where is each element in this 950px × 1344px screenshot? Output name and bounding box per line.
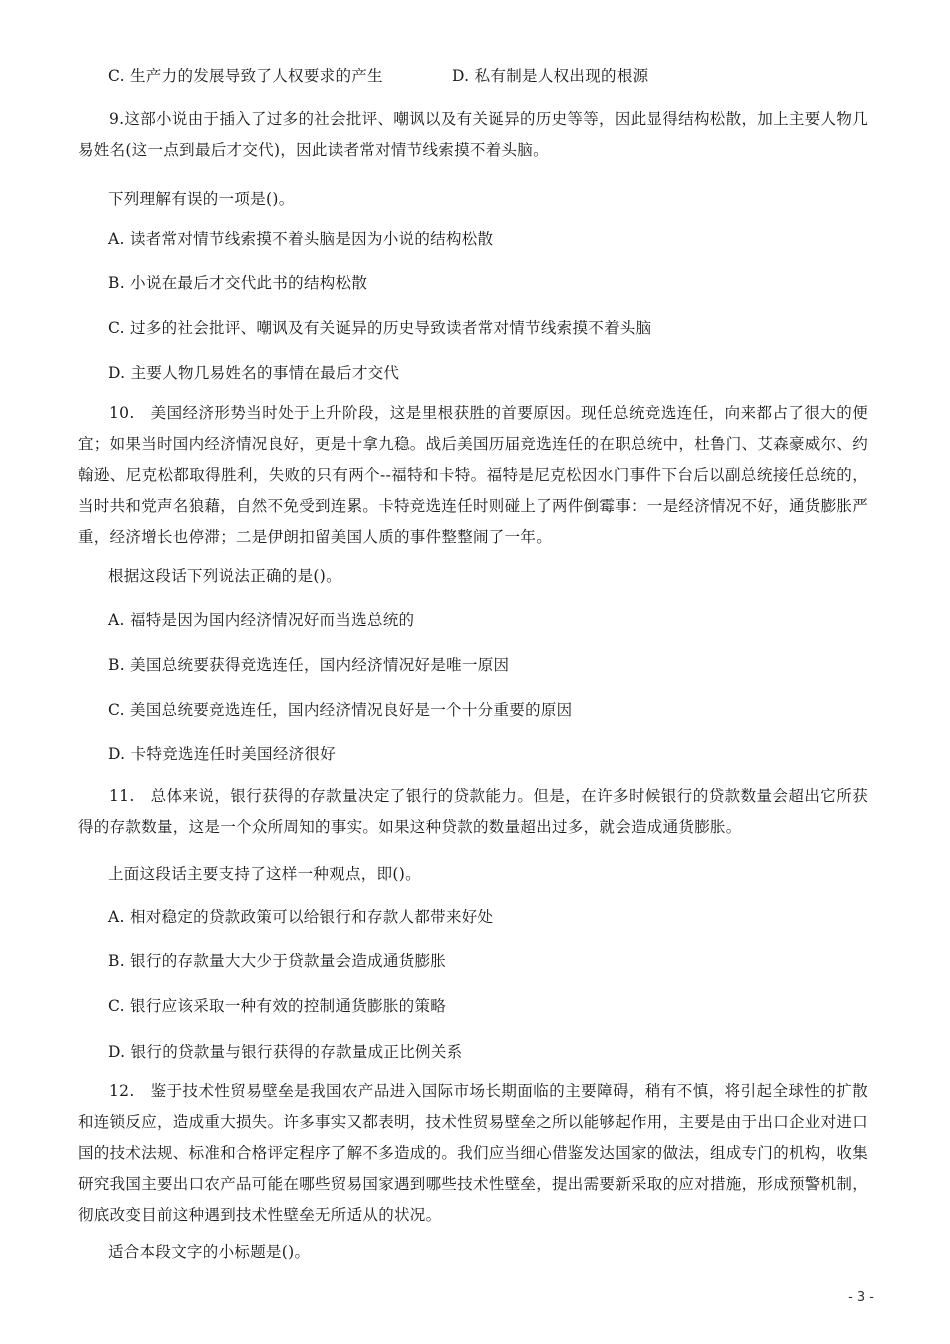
q11-prompt: 上面这段话主要支持了这样一种观点，即()。	[108, 865, 421, 883]
q9-option-c: C. 过多的社会批评、嘲讽及有关诞异的历史导致读者常对情节线索摸不着头脑	[108, 319, 652, 337]
q11-passage: 11. 总体来说，银行获得的存款量决定了银行的贷款能力。但是，在许多时候银行的贷款数量会超出它所获得的存款数量，这是一个众所周知的事实。如果这种贷款的数量超出过多，就会造成通货膨胀。	[78, 787, 868, 836]
q10-prompt: 根据这段话下列说法正确的是()。	[108, 567, 342, 585]
q9-prompt: 下列理解有误的一项是()。	[108, 190, 295, 208]
q9-option-d: D. 主要人物几易姓名的事情在最后才交代	[108, 364, 400, 382]
option-c-prev: C. 生产力的发展导致了人权要求的产生	[108, 67, 383, 85]
q12-prompt: 适合本段文字的小标题是()。	[108, 1243, 311, 1261]
q10-passage: 10. 美国经济形势当时处于上升阶段，这是里根获胜的首要原因。现任总统竞选连任，向来都占了很大的便宜；如果当时国内经济情况良好，更是十拿九稳。战后美国历届竞选连任的在职总统中，杜鲁门、艾森豪威尔、约翰逊、尼克松都取得胜利，失败的只有两个--福特和卡特。福特是尼克松因水门事件下台后以副总统接任总统的，当时共和党声名狼藉，自然不免受到连累。卡特竞选连任时则碰上了两件倒霉事：一是经济情况不好，通货膨胀严重，经济增长也停滞；二是伊朗扣留美国人质的事件整整闹了一年。	[78, 404, 869, 546]
q9-option-b: B. 小说在最后才交代此书的结构松散	[108, 274, 368, 292]
q10-option-c: C. 美国总统要竞选连任，国内经济情况良好是一个十分重要的原因	[108, 701, 573, 719]
q11-option-d: D. 银行的贷款量与银行获得的存款量成正比例关系	[108, 1043, 463, 1061]
q10-option-d: D. 卡特竞选连任时美国经济很好	[108, 745, 337, 763]
option-d-prev: D. 私有制是人权出现的根源	[452, 67, 649, 85]
q12-passage: 12. 鉴于技术性贸易壁垒是我国农产品进入国际市场长期面临的主要障碍，稍有不慎，将引起全球性的扩散和连锁反应，造成重大损失。许多事实又都表明，技术性贸易壁垒之所以能够起作用，主要是由于出口企业对进口国的技术法规、标准和合格评定程序了解不多造成的。我们应当细心借鉴发达国家的做法，组成专门的机构，收集研究我国主要出口农产品可能在哪些贸易国家遇到哪些技术性壁垒，提出需要新采取的应对措施，形成预警机制，彻底改变目前这种遇到技术性壁垒无所适从的状况。	[78, 1082, 869, 1224]
q10-option-a: A. 福特是因为国内经济情况好而当选总统的	[108, 611, 415, 629]
q11-option-b: B. 银行的存款量大大少于贷款量会造成通货膨胀	[108, 952, 447, 970]
q10-option-b: B. 美国总统要获得竞选连任，国内经济情况好是唯一原因	[108, 656, 510, 674]
q9-passage: 9.这部小说由于插入了过多的社会批评、嘲讽以及有关诞异的历史等等，因此显得结构松散，加上主要人物几易姓名(这一点到最后才交代)，因此读者常对情节线索摸不着头脑。	[78, 110, 868, 159]
q11-option-a: A. 相对稳定的贷款政策可以给银行和存款人都带来好处	[108, 908, 494, 926]
q9-option-a: A. 读者常对情节线索摸不着头脑是因为小说的结构松散	[108, 230, 494, 248]
q11-option-c: C. 银行应该采取一种有效的控制通货膨胀的策略	[108, 997, 447, 1015]
page-number: - 3 -	[848, 1290, 874, 1305]
